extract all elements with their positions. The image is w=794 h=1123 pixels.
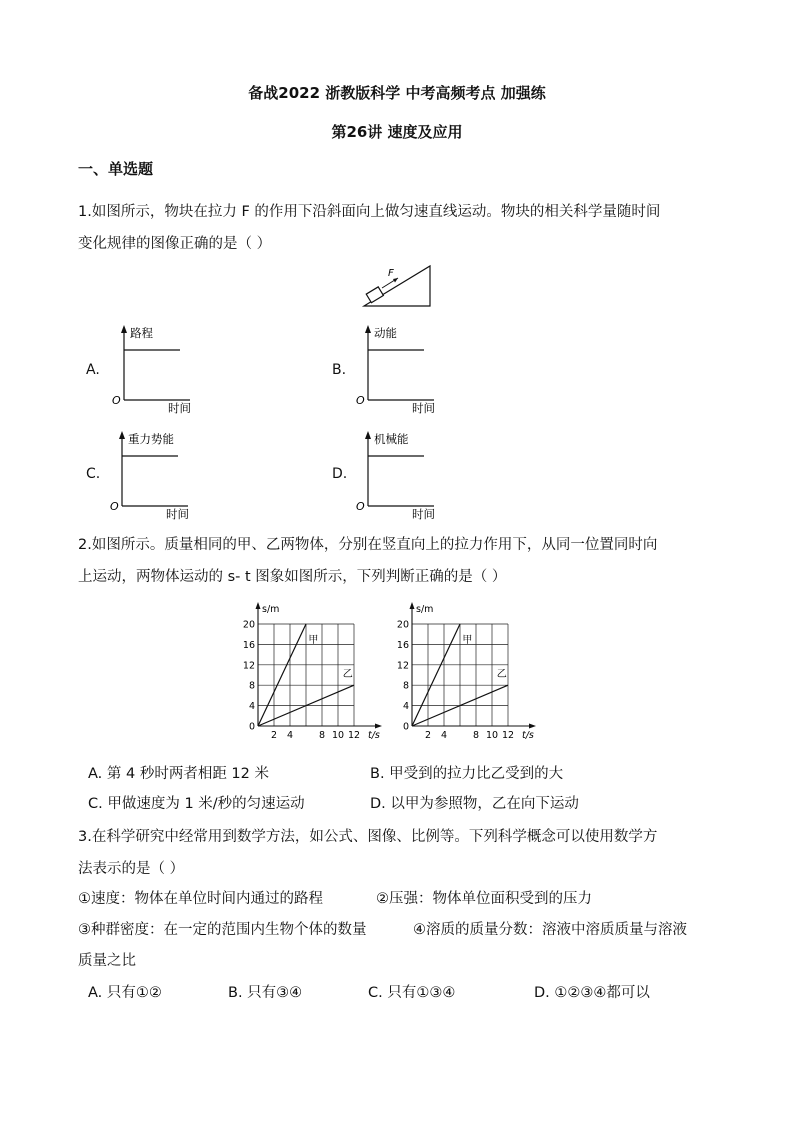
x-tick-label: 8	[472, 730, 480, 741]
y-tick-label: 8	[402, 680, 409, 692]
q1-graph-b-origin: O	[356, 394, 365, 407]
q3-option-a[interactable]: A. 只有①②	[88, 985, 162, 1001]
q1-option-a-label[interactable]: A.	[86, 362, 100, 378]
y-tick-label: 4	[402, 701, 409, 713]
page-subtitle: 第26讲 速度及应用	[331, 123, 463, 141]
x-axis-label: t/s	[522, 730, 534, 741]
y-tick-label: 12	[242, 660, 255, 672]
st-chart-right	[384, 600, 544, 745]
q2-line2: 上运动，两物体运动的 s- t 图象如图所示，下列判断正确的是（ ）	[78, 569, 507, 585]
y-tick-label: 16	[242, 639, 255, 651]
q1-graph-a-origin: O	[112, 394, 121, 407]
x-tick-label: 4	[286, 730, 294, 741]
q1-graph-d	[352, 428, 452, 520]
x-tick-label: 4	[440, 730, 448, 741]
q1-graph-d-origin: O	[356, 500, 365, 513]
section-title: 一、单选题	[78, 160, 154, 178]
y-axis-arrow	[256, 602, 261, 609]
y-tick-label: 12	[396, 660, 409, 672]
q1-graph-c-xlabel: 时间	[166, 507, 189, 520]
y-tick-label: 20	[396, 619, 409, 631]
q3-line2: 法表示的是（ ）	[78, 861, 185, 877]
force-label: F	[388, 268, 394, 279]
q3-line1: 3.在科学研究中经常用到数学方法，如公式、图像、比例等。下列科学概念可以使用数学方	[78, 829, 658, 845]
q1-graph-b-ylabel: 动能	[374, 326, 397, 340]
q3-item4-cont: 质量之比	[78, 953, 136, 969]
x-tick-label: 2	[424, 730, 432, 741]
q3-option-b[interactable]: B. 只有③④	[228, 985, 303, 1001]
x-tick-label: 8	[318, 730, 326, 741]
y-tick-label: 4	[248, 701, 255, 713]
q1-graph-b	[352, 322, 452, 414]
y-axis-arrow	[410, 602, 415, 609]
q1-graph-c	[106, 428, 206, 520]
x-tick-label: 10	[485, 730, 499, 741]
q3-item2: ②压强：物体单位面积受到的压力	[376, 891, 592, 907]
y-tick-label: 0	[248, 721, 255, 733]
x-axis-label: t/s	[368, 730, 380, 741]
series-label-jia: 甲	[308, 634, 319, 646]
series-label-yi: 乙	[496, 669, 507, 681]
x-axis-arrow	[529, 724, 536, 729]
q1-graph-d-ylabel: 机械能	[374, 432, 409, 446]
st-chart-left	[230, 600, 390, 745]
q3-item1: ①速度：物体在单位时间内通过的路程	[78, 891, 323, 907]
q1-graph-a-xlabel: 时间	[168, 401, 191, 414]
y-axis-label: s/m	[262, 604, 280, 615]
q1-line2: 变化规律的图像正确的是（ ）	[78, 236, 272, 252]
q1-option-b-label[interactable]: B.	[332, 362, 347, 378]
q3-option-c[interactable]: C. 只有①③④	[368, 985, 456, 1001]
series-label-yi: 乙	[342, 669, 353, 681]
y-tick-label: 0	[402, 721, 409, 733]
q2-option-c[interactable]: C. 甲做速度为 1 米/秒的匀速运动	[88, 796, 305, 812]
q3-item3: ③种群密度：在一定的范围内生物个体的数量	[78, 922, 367, 938]
q1-graph-d-xlabel: 时间	[412, 507, 435, 520]
x-tick-label: 12	[501, 730, 515, 741]
q1-graph-c-ylabel: 重力势能	[128, 432, 174, 446]
q2-option-a[interactable]: A. 第 4 秒时两者相距 12 米	[88, 766, 269, 782]
x-tick-label: 12	[347, 730, 361, 741]
y-tick-label: 8	[248, 680, 255, 692]
page-title: 备战2022 浙教版科学 中考高频考点 加强练	[248, 84, 546, 102]
q1-graph-a-ylabel: 路程	[130, 326, 153, 340]
q1-line1: 1.如图所示，物块在拉力 F 的作用下沿斜面向上做匀速直线运动。物块的相关科学量随时间	[78, 204, 661, 220]
block	[366, 287, 383, 303]
y-tick-label: 20	[242, 619, 255, 631]
q1-graph-c-origin: O	[110, 500, 119, 513]
q2-option-b[interactable]: B. 甲受到的拉力比乙受到的大	[370, 766, 564, 782]
q2-line1: 2.如图所示。质量相同的甲、乙两物体，分别在竖直向上的拉力作用下，从同一位置同时向	[78, 537, 658, 553]
q3-item4: ④溶质的质量分数：溶液中溶质质量与溶液	[413, 922, 687, 938]
q2-option-d[interactable]: D. 以甲为参照物，乙在向下运动	[370, 796, 579, 812]
q3-option-d[interactable]: D. ①②③④都可以	[534, 985, 650, 1001]
q1-graph-a	[108, 322, 208, 414]
series-line-1	[258, 624, 306, 726]
q1-option-c-label[interactable]: C.	[86, 466, 101, 482]
series-line-1	[412, 624, 460, 726]
y-axis-label: s/m	[416, 604, 434, 615]
q1-option-d-label[interactable]: D.	[332, 466, 348, 482]
q1-graph-b-xlabel: 时间	[412, 401, 435, 414]
x-tick-label: 10	[331, 730, 345, 741]
x-axis-arrow	[375, 724, 382, 729]
incline-figure	[360, 262, 436, 310]
series-label-jia: 甲	[462, 634, 473, 646]
y-tick-label: 16	[396, 639, 409, 651]
x-tick-label: 2	[270, 730, 278, 741]
